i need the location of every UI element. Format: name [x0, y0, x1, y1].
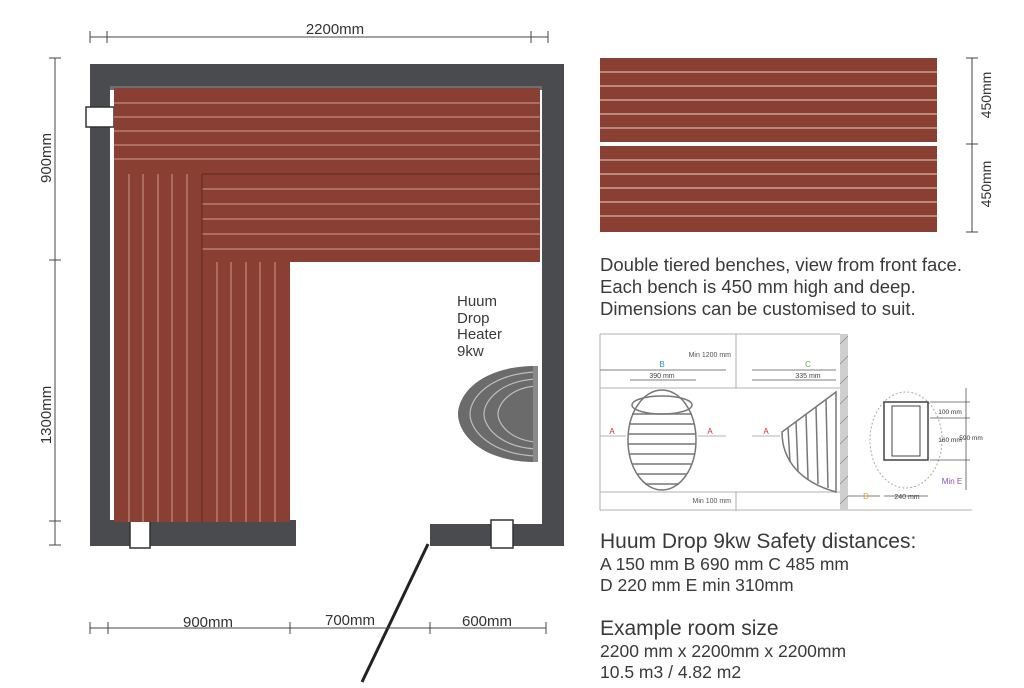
heater-label: Huum Drop Heater 9kw	[457, 293, 503, 360]
room-line: 10.5 m3 / 4.82 m2	[600, 662, 742, 682]
bench-elevation-lower	[600, 146, 937, 232]
w335-label: 335 mm	[795, 373, 821, 380]
bottom-left-label: 900mm	[182, 614, 234, 631]
safety-line: D 220 mm E min 310mm	[600, 575, 794, 595]
min-bottom-label: Min 100 mm	[692, 498, 731, 505]
room-size-block	[600, 617, 846, 683]
w240-label: 240 mm	[894, 494, 920, 501]
description-line: Each bench is 450 mm high and deep.	[600, 276, 916, 297]
min-top-label: Min 1200 mm	[688, 352, 731, 359]
description-line: Dimensions can be customised to suit.	[600, 298, 916, 319]
h590-label: 590 mm	[959, 435, 983, 442]
wall-vent-bottom-left	[130, 520, 150, 548]
left-dimension-line	[49, 58, 61, 545]
label-A-left: A	[609, 427, 615, 436]
heater-safety-diagram	[600, 334, 983, 510]
bench-description	[600, 254, 962, 320]
heater-shape	[458, 366, 538, 462]
lower-bench-top	[202, 174, 540, 262]
safety-block	[600, 530, 916, 596]
left-upper-label: 900mm	[38, 132, 55, 184]
label-A-right: A	[707, 427, 713, 436]
safety-title: Huum Drop 9kw Safety distances:	[600, 530, 917, 553]
label-B: B	[659, 360, 665, 369]
bench-elevation-upper	[600, 58, 937, 142]
bench-lower-height-label: 450mm	[978, 160, 994, 208]
h160-label: 160 mm	[938, 437, 962, 444]
safety-line: A 150 mm B 690 mm C 485 mm	[600, 554, 849, 574]
left-lower-label: 1300mm	[38, 385, 55, 445]
bottom-right-label: 600mm	[461, 613, 513, 630]
label-C: C	[805, 360, 811, 369]
h100-label: 100 mm	[938, 409, 962, 416]
label-D: D	[863, 492, 869, 501]
bench-height-dimension	[966, 58, 978, 232]
description-line: Double tiered benches, view from front face.	[600, 254, 962, 275]
room-title: Example room size	[600, 617, 779, 640]
room-line: 2200 mm x 2200mm x 2200mm	[600, 641, 847, 661]
upper-bench-left	[114, 174, 202, 522]
label-min-E: Min E	[941, 477, 963, 486]
label-A-side: A	[763, 427, 769, 436]
wall-vent-bottom-right	[491, 520, 513, 548]
w390-label: 390 mm	[649, 373, 675, 380]
upper-bench-top	[114, 88, 540, 174]
bottom-mid-label: 700mm	[324, 612, 376, 629]
top-width-label: 2200mm	[305, 21, 365, 38]
bench-upper-height-label: 450mm	[978, 71, 994, 119]
wall-vent-left	[86, 107, 114, 127]
